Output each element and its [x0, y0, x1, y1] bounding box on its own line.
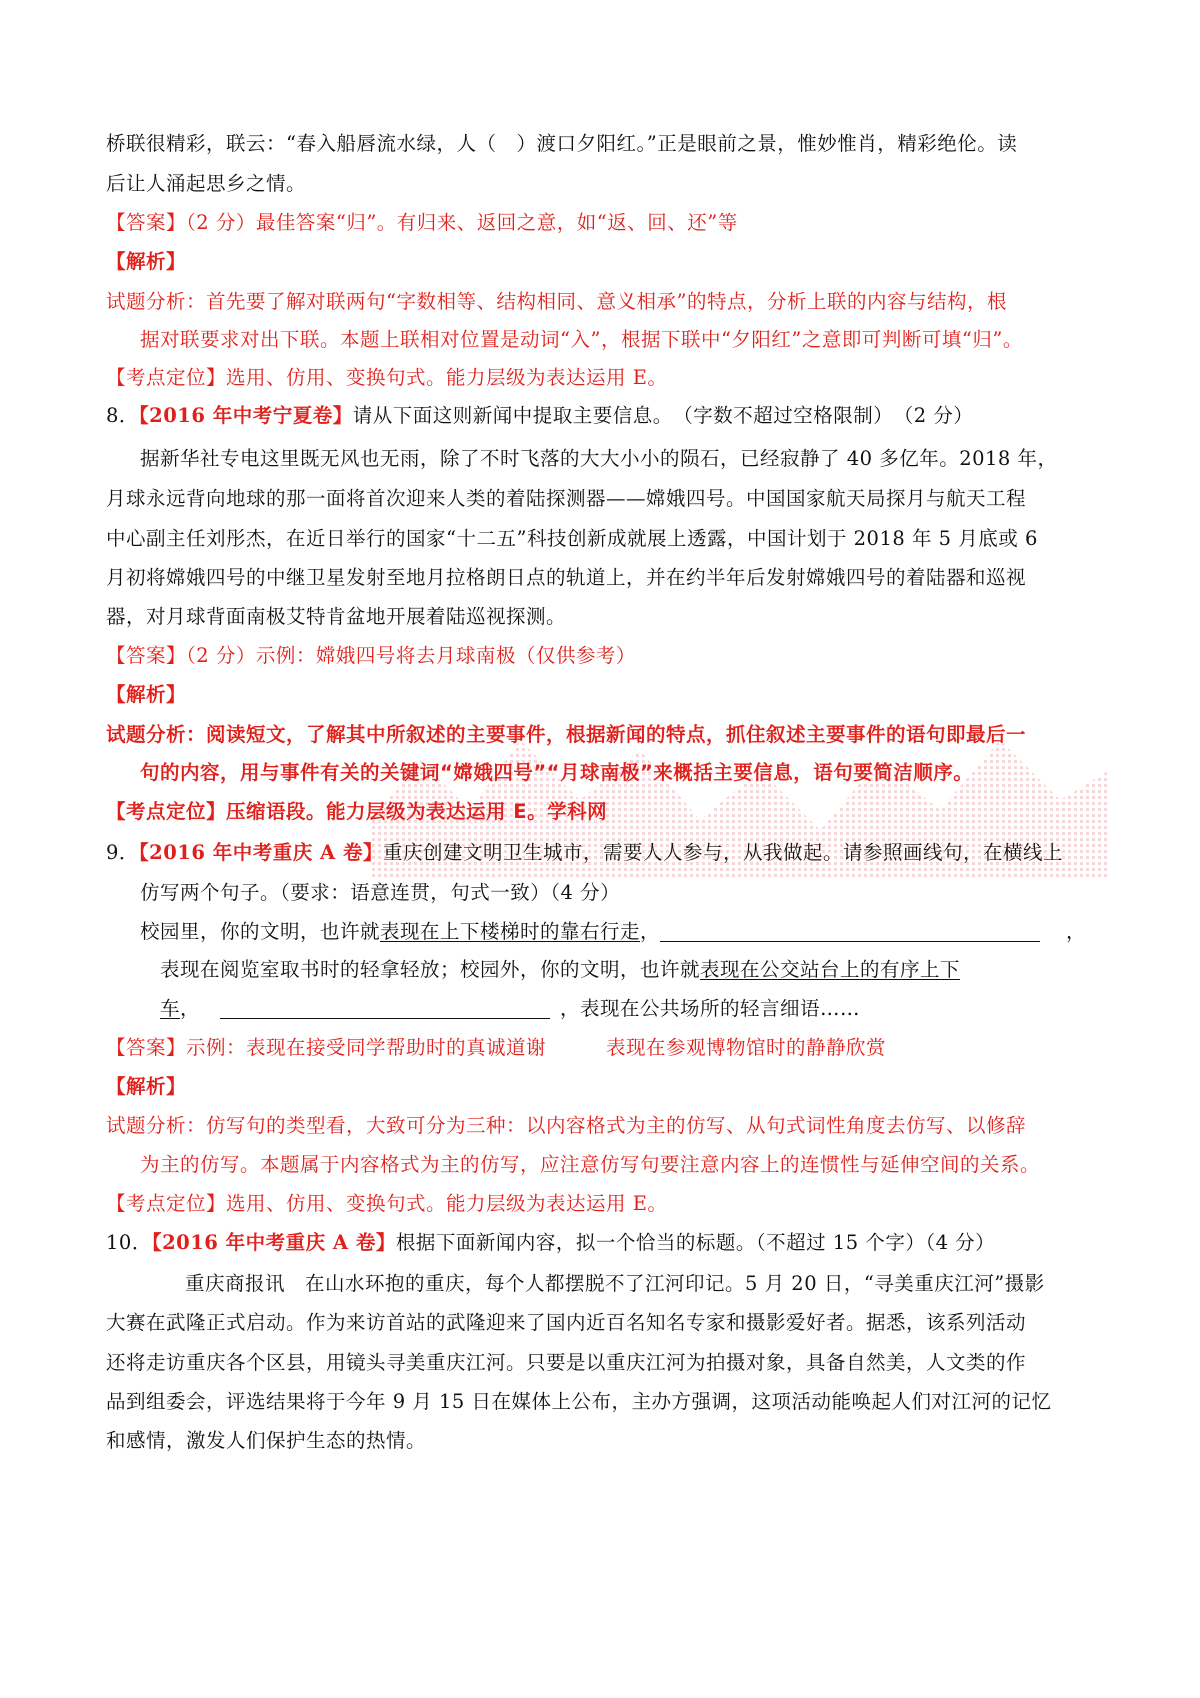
analysis-heading: 【解析】 — [106, 683, 187, 706]
passage-line: 桥联很精彩，联云：“春入船唇流水绿，人（ ）渡口夕阳红。”正是眼前之景，惟妙惟肖，精彩绝伦。读 — [106, 132, 1018, 155]
underlined-sentence: 表现在公交站台上的有序上下 — [700, 958, 961, 981]
analysis-line: 试题分析：仿写句的类型看，大致可分为三种：以内容格式为主的仿写、从句式词性角度去仿写、以修辞 — [106, 1114, 1027, 1137]
news-line: 重庆商报讯 在山水环抱的重庆，每个人都摆脱不了江河印记。5 月 20 日，“寻美重庆江河”摄影 — [185, 1272, 1045, 1295]
question-number: 8． — [106, 404, 139, 427]
question-text-line: 仿写两个句子。（要求：语意连贯，句式一致）（4 分） — [140, 881, 621, 904]
sentence-text: ， — [180, 997, 201, 1020]
sentence-line-3 — [160, 997, 1150, 1021]
knowledge-point: 【考点定位】选用、仿用、变换句式。能力层级为表达运用 E。 — [106, 366, 668, 389]
question-number: 10． — [106, 1231, 152, 1254]
question-10-stem — [106, 1231, 1096, 1255]
analysis-heading: 【解析】 — [106, 250, 187, 273]
underlined-sentence: 车 — [160, 997, 181, 1020]
news-line: 和感情，激发人们保护生态的热情。 — [106, 1429, 427, 1452]
question-source: 【2016 年中考宁夏卷】 — [138, 404, 353, 427]
analysis-line: 句的内容，用与事件有关的关键词“嫦娥四号”“月球南极”来概括主要信息，语句要简洁顺序。 — [140, 761, 974, 784]
analysis-line: 试题分析：阅读短文，了解其中所叙述的主要事件，根据新闻的特点，抓住叙述主要事件的语句即最后一 — [106, 723, 1027, 746]
news-line: 大赛在武隆正式启动。作为来访首站的武隆迎来了国内近百名知名专家和摄影爱好者。据悉，该系列活动 — [106, 1311, 1027, 1334]
sentence-text: ， — [1066, 920, 1087, 943]
knowledge-point: 【考点定位】选用、仿用、变换句式。能力层级为表达运用 E。 — [106, 1192, 668, 1215]
question-source: 【2016 年中考重庆 A 卷】 — [151, 1231, 396, 1254]
answer-line: 【答案】（2 分）示例：嫦娥四号将去月球南极（仅供参考） — [106, 644, 636, 667]
news-line: 据新华社专电这里既无风也无雨，除了不时飞落的大大小小的陨石，已经寂静了 40 多亿年。2018 年， — [140, 447, 1058, 470]
news-line: 器，对月球背面南极艾特肯盆地开展着陆巡视探测。 — [106, 605, 567, 628]
question-9-stem — [106, 841, 1096, 865]
question-text: 根据下面新闻内容，拟一个恰当的标题。（不超过 15 个字）（4 分） — [395, 1231, 996, 1254]
sentence-line-2 — [160, 958, 1150, 982]
question-text: 请从下面这则新闻中提取主要信息。 （字数不超过空格限制） （2 分） — [352, 404, 974, 427]
question-source: 【2016 年中考重庆 A 卷】 — [138, 841, 383, 864]
sentence-line-1 — [140, 920, 1096, 944]
answer-line: 【答案】示例：表现在接受同学帮助时的真诚道谢 表现在参观博物馆时的静静欣赏 — [106, 1036, 887, 1059]
news-line: 还将走访重庆各个区县，用镜头寻美重庆江河。只要是以重庆江河为拍摄对象，具备自然美，人文类的作 — [106, 1351, 1027, 1374]
sentence-text: ，表现在公共场所的轻言细语…… — [560, 997, 861, 1020]
underlined-sentence: 表现在上下楼梯时的靠右行走 — [380, 920, 641, 943]
sentence-text: ， — [640, 920, 661, 943]
question-8-stem — [106, 404, 1096, 428]
analysis-heading: 【解析】 — [106, 1075, 187, 1098]
question-text: 重庆创建文明卫生城市，需要人人参与，从我做起。请参照画线句，在横线上 — [382, 841, 1063, 864]
analysis-line: 试题分析：首先要了解对联两句“字数相等、结构相同、意义相承”的特点，分析上联的内容与结构，根 — [106, 290, 1007, 313]
analysis-line: 为主的仿写。本题属于内容格式为主的仿写，应注意仿写句要注意内容上的连惯性与延伸空间的关系。 — [140, 1153, 1041, 1176]
news-line: 月球永远背向地球的那一面将首次迎来人类的着陆探测器——嫦娥四号。中国国家航天局探月与航天工程 — [106, 487, 1027, 510]
question-number: 9． — [106, 841, 139, 864]
knowledge-point: 【考点定位】压缩语段。能力层级为表达运用 E。学科网 — [106, 800, 608, 823]
answer-blank-1[interactable] — [660, 921, 1040, 942]
news-line: 品到组委会，评选结果将于今年 9 月 15 日在媒体上公布，主办方强调，这项活动能唤起人们对江河的记忆 — [106, 1390, 1052, 1413]
answer-blank-2[interactable] — [220, 998, 550, 1019]
passage-line: 后让人涌起思乡之情。 — [106, 172, 307, 195]
news-line: 月初将嫦娥四号的中继卫星发射至地月拉格朗日点的轨道上，并在约半年后发射嫦娥四号的着陆器和巡视 — [106, 566, 1027, 589]
answer-line: 【答案】（2 分）最佳答案“归”。有归来、返回之意，如“返、回、还”等 — [106, 211, 738, 234]
analysis-line: 据对联要求对出下联。本题上联相对位置是动词“入”，根据下联中“夕阳红”之意即可判断可填“归”。 — [140, 328, 1023, 351]
sentence-text: 表现在阅览室取书时的轻拿轻放；校园外，你的文明，也许就 — [160, 958, 701, 981]
news-line: 中心副主任刘彤杰，在近日举行的国家“十二五”科技创新成就展上透露，中国计划于 2018 年 5 月底或 6 — [106, 527, 1038, 550]
sentence-text: 校园里，你的文明，也许就 — [140, 920, 381, 943]
